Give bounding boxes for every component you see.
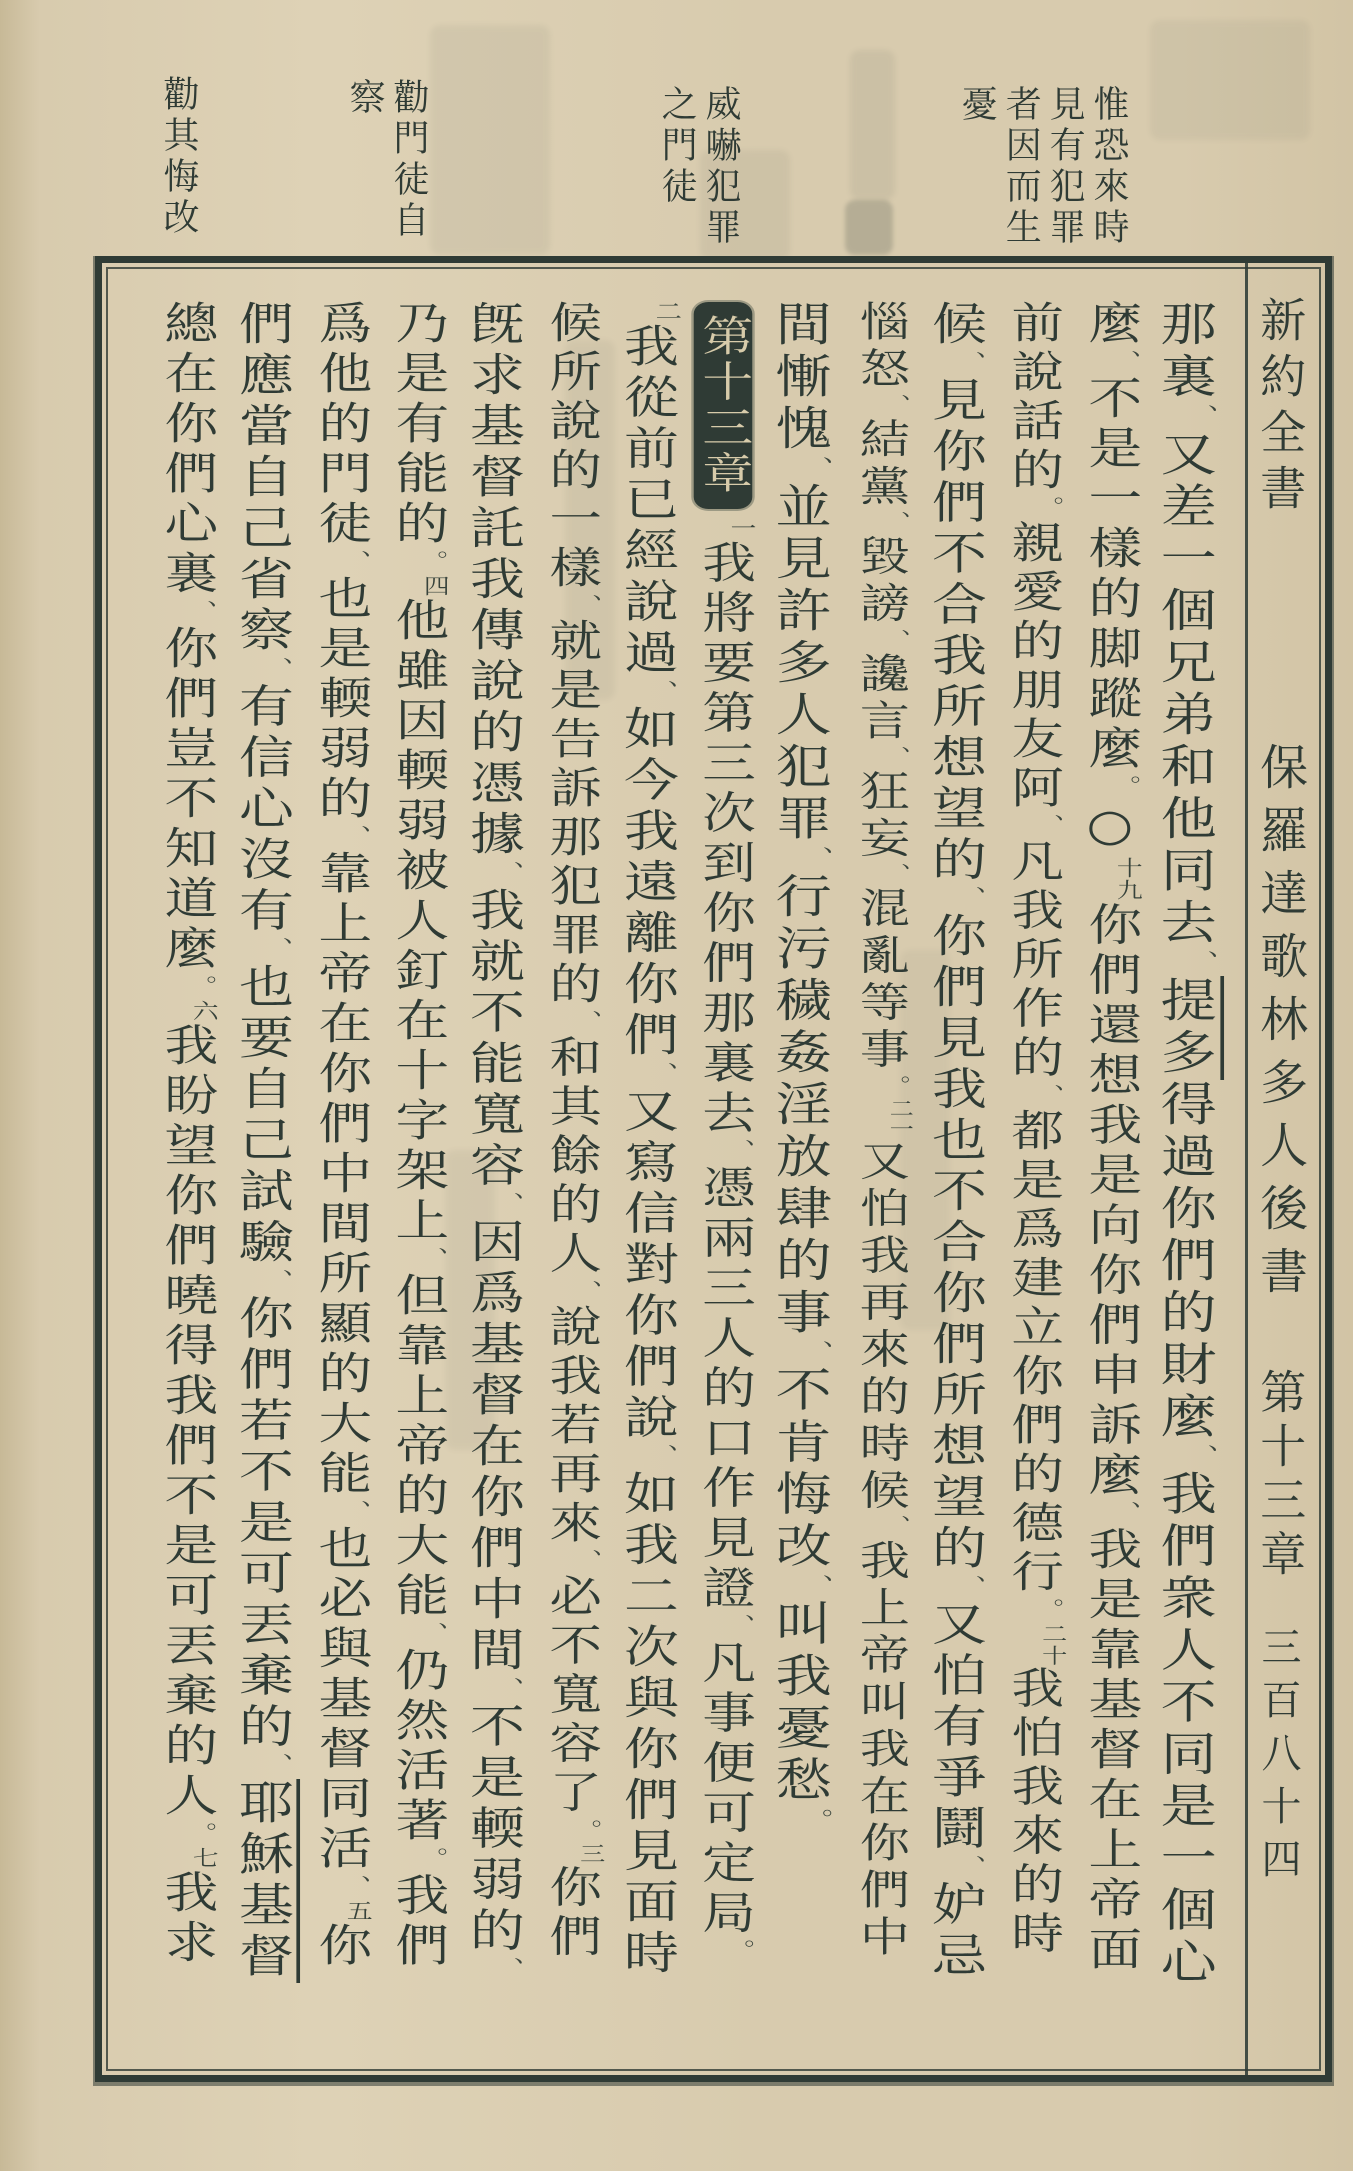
text-column <box>1152 300 1219 2050</box>
punctuation-mark: 、 <box>259 1753 294 1779</box>
verse-number: 四 <box>420 574 452 598</box>
scripture-text-run: 和其餘的人 <box>540 1034 602 1280</box>
scripture-text-run: 間慚愧 <box>767 300 833 456</box>
punctuation-mark: 、 <box>1032 814 1065 839</box>
scripture-text-run: 不是一樣的脚蹤麼 <box>1078 374 1141 775</box>
scripture-text-run: 你們 <box>540 1864 602 1963</box>
scripture-text-run: 候所說的一樣 <box>540 300 602 594</box>
punctuation-mark: 、 <box>722 1139 755 1165</box>
text-column <box>385 300 452 2050</box>
punctuation-mark: 。 <box>415 550 448 575</box>
punctuation-mark: 。 <box>1032 496 1065 521</box>
verse-number: 十九 <box>1113 856 1145 902</box>
punctuation-mark: 、 <box>570 594 603 619</box>
scripture-text-run: 行污穢姦淫放肆的事 <box>767 871 833 1340</box>
scripture-text-run: 凡事便可定局 <box>692 1639 755 1940</box>
text-column <box>767 300 834 2050</box>
scripture-text-run: 狂妄 <box>851 769 910 864</box>
verse-number: 二 <box>651 300 682 323</box>
punctuation-mark: 、 <box>880 863 911 887</box>
punctuation-mark: 。 <box>880 1074 911 1098</box>
scripture-text-run: 你 <box>308 1921 371 1972</box>
punctuation-mark: 、 <box>880 1515 911 1539</box>
scripture-text-run: 旣求基督託我傳說的憑據 <box>460 300 525 861</box>
scripture-text-run: 我怕我來的時 <box>1002 1665 1064 1960</box>
scripture-text-run: 有信心沒有 <box>229 682 294 938</box>
scripture-text-run: 如我二次與你們見面時 <box>614 1469 679 1980</box>
chapter-number-label: 第十三章 <box>1253 1368 1308 1584</box>
scripture-text-run: 又寫信對你們說 <box>614 1087 679 1445</box>
scripture-text-run: 都是爲建立你們的德行 <box>1002 1108 1064 1599</box>
punctuation-mark: 、 <box>184 600 217 625</box>
verse-number: 七 <box>189 1846 221 1869</box>
scripture-text-run: 但靠上帝的大能 <box>385 1271 448 1622</box>
chapter-heading-box: 第十三章 <box>694 302 753 509</box>
punctuation-mark: 、 <box>952 1574 987 1601</box>
scripture-text-run: 也要自己試驗 <box>229 962 294 1269</box>
scripture-text-run: 見你們不合我所想望的 <box>922 376 987 887</box>
proper-name-marked-run: 耶穌基督 <box>229 1779 300 1983</box>
verse-number: 一 <box>727 517 759 540</box>
scripture-text-run: 你們見我也不合你們所想望的 <box>922 911 987 1575</box>
scripture-text-run: 就是告訴那犯罪的 <box>540 618 602 1011</box>
scripture-text-run: 麼 <box>1078 300 1141 350</box>
scripture-text-run: 我們 <box>385 1871 448 1972</box>
punctuation-mark: 、 <box>644 679 679 706</box>
margin-note-fear-of-sinners: 惟恐來時見有犯罪者因而生憂 <box>956 85 1129 249</box>
scripture-text-run: 毀謗 <box>851 534 910 629</box>
scripture-text-run: 我盼望你們曉得我們不是可丟棄的人 <box>154 1021 217 1822</box>
punctuation-mark: 、 <box>880 745 911 770</box>
punctuation-mark: 、 <box>490 1676 525 1703</box>
scripture-text-run: 惱怒 <box>851 300 910 394</box>
scripture-text-run: 爲他的門徒 <box>308 300 371 550</box>
punctuation-mark: 。 <box>1108 774 1141 800</box>
text-column <box>848 300 914 2050</box>
punctuation-mark: 、 <box>338 550 371 575</box>
scripture-text-run: 凡我所作的 <box>1002 838 1064 1084</box>
scripture-text-run: 又怕有爭鬪 <box>922 1600 987 1856</box>
punctuation-mark: 、 <box>644 1444 679 1470</box>
text-column <box>922 300 987 2050</box>
scripture-text-run: 那裏 <box>1152 300 1218 404</box>
scripture-text-run: 親愛的朋友阿 <box>1002 520 1064 815</box>
punctuation-mark: 、 <box>952 1855 987 1881</box>
verse-number: 六 <box>189 999 221 1022</box>
scripture-text-run: 候 <box>922 300 987 351</box>
punctuation-mark: 、 <box>1183 1443 1219 1470</box>
margin-note-warning-disciples: 威嚇犯罪之門徒 <box>656 85 741 249</box>
page-number: 三百八十四 <box>1255 1626 1301 1891</box>
margin-note-repentance: 勸其悔改 <box>158 75 199 239</box>
punctuation-mark: 、 <box>490 1957 525 1983</box>
punctuation-mark: 、 <box>1032 1083 1065 1109</box>
text-column <box>1002 300 1067 2050</box>
punctuation-mark: 、 <box>880 511 911 535</box>
verse-number: 五 <box>343 1899 375 1922</box>
scripture-text-run: 不肯悔改 <box>767 1365 833 1574</box>
punctuation-mark: 、 <box>415 1247 448 1272</box>
scripture-text-run: 也是輭弱的 <box>308 574 371 825</box>
punctuation-mark: 。 <box>184 974 217 1000</box>
scripture-text-run: 並見許多人犯罪 <box>767 481 833 846</box>
punctuation-mark: 。 <box>722 1939 755 1964</box>
punctuation-mark: 。 <box>798 1807 834 1834</box>
punctuation-mark: 、 <box>952 886 987 912</box>
bleed-smudge <box>850 50 895 200</box>
punctuation-mark: 。 <box>184 1821 217 1847</box>
bleed-smudge <box>845 200 893 255</box>
scripture-text-run: 仍然活著 <box>385 1646 448 1847</box>
punctuation-mark: 、 <box>338 824 371 850</box>
scripture-text-run: 我上帝叫我在你們中 <box>851 1538 910 1962</box>
punctuation-mark: 、 <box>570 1279 603 1305</box>
punctuation-mark: 、 <box>880 628 911 652</box>
scripture-text-run: 混亂等事 <box>851 886 910 1075</box>
punctuation-mark: 、 <box>570 1010 603 1035</box>
punctuation-mark: 、 <box>1183 404 1219 430</box>
text-column <box>614 300 682 2050</box>
text-column <box>154 300 221 2050</box>
scripture-text-run: 又怕我再來的時候 <box>851 1139 910 1516</box>
scripture-text-run: 讒言 <box>851 651 910 746</box>
epistle-title: 保羅達歌林多人後書 <box>1251 742 1308 1309</box>
scripture-text-run: 我求 <box>154 1868 217 1969</box>
scripture-text-run: 你們豈不知道麼 <box>154 624 217 975</box>
punctuation-mark: 。 <box>415 1846 448 1872</box>
title-column-divider <box>1245 262 1248 2076</box>
text-column <box>229 300 294 2050</box>
scripture-text-run: 得過你們的財麼 <box>1152 1079 1218 1444</box>
scripture-text-run: 妒忌 <box>922 1880 987 1983</box>
scripture-text-run: 必不寬容了 <box>540 1573 602 1819</box>
punctuation-mark: 、 <box>338 1874 371 1900</box>
scripture-text-run: 我們衆人不同是一個心 <box>1152 1469 1218 1990</box>
text-column <box>1078 300 1145 2050</box>
scripture-text-run: 靠上帝在你們中間所顯的大能 <box>308 849 371 1500</box>
punctuation-mark: 、 <box>490 1192 525 1218</box>
proper-name-marked-run: 提多 <box>1152 976 1224 1080</box>
scripture-text-run: 叫我憂愁 <box>767 1599 833 1808</box>
scripture-text-run: 如今我遠離你們 <box>614 705 679 1063</box>
text-column <box>540 300 605 2050</box>
verse-number: 三 <box>575 1842 605 1865</box>
scripture-text-run: ○ <box>1078 799 1141 857</box>
punctuation-mark: 、 <box>490 861 525 887</box>
margin-note-self-examination: 勸門徒自察 <box>344 78 429 242</box>
punctuation-mark: 、 <box>1183 949 1219 976</box>
text-column <box>308 300 375 2050</box>
punctuation-mark: 、 <box>259 1268 294 1295</box>
scripture-text-run: 結黨 <box>851 417 910 512</box>
text-column <box>460 300 525 2050</box>
scripture-text-run: 不是輭弱的 <box>460 1702 525 1958</box>
scripture-text-run: 我將要第三次到你們那裏去 <box>692 539 755 1140</box>
scripture-text-run: 因爲基督在你們中間 <box>460 1217 525 1677</box>
scripture-text-run: 他雖因輭弱被人釘在十字架上 <box>385 597 448 1248</box>
punctuation-mark: 、 <box>798 845 834 872</box>
verse-number: 二十 <box>1037 1622 1067 1666</box>
scripture-text-run: 說我若再來 <box>540 1304 602 1550</box>
scripture-text-run: 前說話的 <box>1002 300 1064 496</box>
scripture-text-run: 你們若不是可丟棄的 <box>229 1294 294 1754</box>
punctuation-mark: 、 <box>259 937 294 963</box>
scripture-text-run: 也必與基督同活 <box>308 1524 371 1875</box>
scripture-text-run: 我是靠基督在上帝面 <box>1078 1525 1141 1976</box>
verse-number: 二一 <box>885 1097 914 1140</box>
punctuation-mark: 、 <box>1108 1501 1141 1526</box>
punctuation-mark: 、 <box>644 1062 679 1088</box>
scripture-text-run: 總在你們心裏 <box>154 300 217 600</box>
bleed-smudge <box>1150 20 1310 140</box>
punctuation-mark: 、 <box>570 1549 603 1574</box>
text-column <box>692 300 759 2050</box>
punctuation-mark: 、 <box>798 1339 834 1366</box>
punctuation-mark: 、 <box>415 1621 448 1647</box>
scripture-text-run: 你們還想我是向你們申訴麼 <box>1078 901 1141 1502</box>
punctuation-mark: 。 <box>570 1818 603 1843</box>
scripture-text-run: 又差一個兄弟和他同去 <box>1152 429 1218 950</box>
scripture-text-run: 憑兩三人的口作見證 <box>692 1164 755 1615</box>
bleed-smudge <box>430 25 550 255</box>
scripture-text-run: 乃是有能的 <box>385 300 448 550</box>
punctuation-mark: 、 <box>952 351 987 377</box>
punctuation-mark: 、 <box>259 657 294 683</box>
punctuation-mark: 、 <box>880 394 911 418</box>
scripture-text-run: 們應當自己省察 <box>229 300 294 657</box>
punctuation-mark: 、 <box>722 1614 755 1640</box>
scripture-text-run: 我就不能寬容 <box>460 886 525 1193</box>
punctuation-mark: 、 <box>338 1499 371 1525</box>
punctuation-mark: 、 <box>798 1573 834 1600</box>
book-title: 新約全書 <box>1253 296 1308 520</box>
scripture-text-run: 我從前已經說過 <box>614 322 679 680</box>
punctuation-mark: 。 <box>1032 1598 1065 1623</box>
punctuation-mark: 、 <box>798 456 834 482</box>
punctuation-mark: 、 <box>1108 350 1141 375</box>
